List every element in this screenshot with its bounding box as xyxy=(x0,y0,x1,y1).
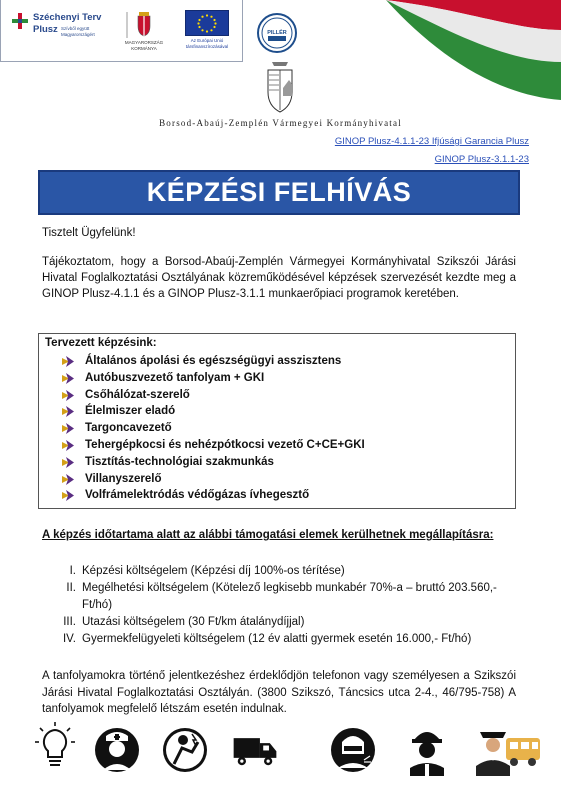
worker-icon xyxy=(404,720,450,776)
pillar-text: PILLÉR xyxy=(267,30,287,36)
support-item xyxy=(52,563,516,580)
hungarian-government-text: MAGYARORSZÁG KORMÁNYA xyxy=(124,40,164,51)
profession-icons xyxy=(30,720,540,776)
support-item-number: III. xyxy=(63,616,76,628)
arrow-bullet-icon xyxy=(62,390,74,401)
eu-cofinancing-text: Az Európai Unió társfinanszírozásával xyxy=(185,38,229,49)
szechenyi-plus: Plusz xyxy=(33,24,58,35)
course-label: Tehergépkocsi és nehézpótkocsi vezető C+CE+GKI xyxy=(85,438,365,451)
course-item xyxy=(45,454,515,471)
courses-box xyxy=(38,333,516,509)
arrow-bullet-icon xyxy=(62,406,74,417)
arrow-bullet-icon xyxy=(62,356,74,367)
arrow-bullet-icon xyxy=(62,373,74,384)
course-item xyxy=(45,353,515,370)
program-link-ginop-311[interactable]: GINOP Plusz-3.1.1-23 xyxy=(434,154,529,165)
truck-icon xyxy=(232,720,278,776)
course-item xyxy=(45,471,515,488)
coat-of-arms-small-icon xyxy=(119,10,169,40)
agency-name: Borsod-Abaúj-Zemplén Vármegyei Kormányhivatal xyxy=(159,118,402,128)
eu-flag-icon xyxy=(185,10,229,36)
support-item-text: Utazási költségelem (30 Ft/km átalánydíjjal) xyxy=(82,616,305,628)
support-item-text: Képzési költségelem (Képzési díj 100%-os térítése) xyxy=(82,565,345,577)
hungarian-government-logo xyxy=(119,10,169,54)
course-item xyxy=(45,387,515,404)
support-item xyxy=(52,614,516,631)
electrician-icon xyxy=(162,720,208,776)
support-item xyxy=(52,631,516,648)
arrow-bullet-icon xyxy=(62,474,74,485)
course-item xyxy=(45,487,515,504)
eu-logo xyxy=(177,10,237,54)
title-banner xyxy=(38,170,520,215)
arrow-bullet-icon xyxy=(62,423,74,434)
course-label: Volfrámelektródás védőgázas ívhegesztő xyxy=(85,489,310,502)
arrow-bullet-icon xyxy=(62,457,74,468)
program-links xyxy=(335,133,529,169)
pillar-logo xyxy=(257,13,297,53)
course-label: Általános ápolási és egészségügyi asszisztens xyxy=(85,355,342,367)
course-label: Villanyszerelő xyxy=(85,472,162,485)
support-item xyxy=(52,580,516,614)
support-list xyxy=(52,563,516,648)
arrow-bullet-icon xyxy=(62,440,74,451)
bus-driver-icon xyxy=(472,720,542,776)
hungarian-flag-wave-icon xyxy=(346,0,561,115)
course-label: Élelmiszer eladó xyxy=(85,405,176,418)
szechenyi-title: Széchenyi Terv xyxy=(33,12,102,23)
program-link-ginop-411[interactable]: GINOP Plusz-4.1.1-23 Ifjúsági Garancia Plusz xyxy=(334,136,529,147)
greeting: Tisztelt Ügyfelünk! xyxy=(42,227,136,239)
header-logos xyxy=(0,0,243,62)
support-item-number: I. xyxy=(69,565,76,577)
intro-paragraph: Tájékoztatom, hogy a Borsod-Abaúj-Zemplén Vármegyei Kormányhivatal Szikszói Járási Hivatal Foglalkoztatási Osztályának közreműködésével képzések szervezését kezdte meg a GINOP Plusz-4.1.1 és a GINOP Plusz-3.1.1 munkaerőpiaci programok keretében. xyxy=(42,256,516,300)
course-item xyxy=(45,370,515,387)
footer-paragraph: A tanfolyamokra történő jelentkezéshez érdeklődjön telefonon vagy személyesen a Szikszói Járási Hivatal Foglalkoztatási Osztályán. (3800 Szikszó, Táncsics utca 2-4., 46/795-758) A tanfolyamok megfelelő létszám esetén indulnak. xyxy=(42,670,516,715)
course-label: Csőhálózat-szerelő xyxy=(85,388,190,401)
light-bulb-icon xyxy=(32,720,78,776)
courses-heading: Tervezett képzésink: xyxy=(45,337,157,349)
nurse-icon xyxy=(94,720,140,776)
welder-icon xyxy=(330,720,376,776)
course-item xyxy=(45,420,515,437)
course-item xyxy=(45,403,515,420)
szechenyi-plusz-logo xyxy=(11,10,111,52)
support-heading: A képzés időtartama alatt az alábbi támogatási elemek kerülhetnek megállapításra: xyxy=(42,529,494,541)
course-label: Tisztítás-technológiai szakmunkás xyxy=(85,455,274,468)
support-item-text: Gyermekfelügyeleti költségelem (12 év alatti gyermek esetén 16.000,- Ft/hó) xyxy=(82,633,472,645)
coat-of-arms-icon xyxy=(262,60,298,118)
page-title: KÉPZÉSI FELHÍVÁS xyxy=(146,177,412,207)
szechenyi-cross-icon xyxy=(11,12,29,30)
course-label: Targoncavezető xyxy=(85,422,172,435)
support-item-number: IV. xyxy=(62,633,76,645)
support-item-text: Megélhetési költségelem (Kötelező legkisebb munkabér 70%-a – bruttó 203.560,- Ft/hó) xyxy=(82,582,497,611)
arrow-bullet-icon xyxy=(62,490,74,501)
course-list xyxy=(45,353,515,504)
support-item-number: II. xyxy=(66,582,76,594)
course-item xyxy=(45,437,515,454)
course-label: Autóbuszvezető tanfolyam + GKI xyxy=(85,371,265,384)
szechenyi-subtitle: Szívből együtt Magyarországért xyxy=(61,26,95,37)
